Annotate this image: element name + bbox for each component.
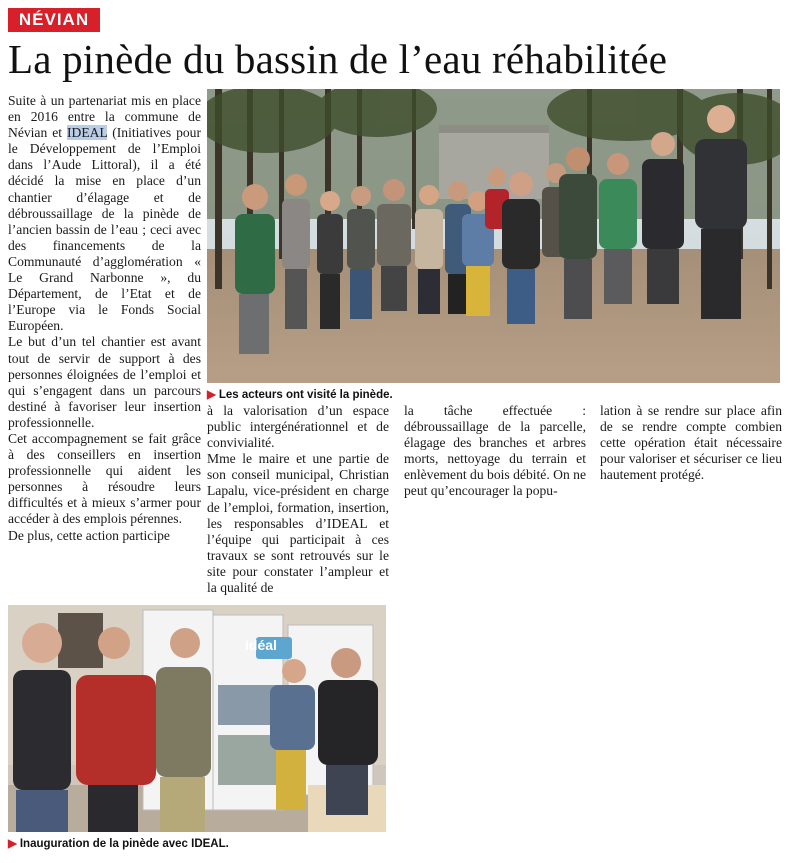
article-column-1 xyxy=(8,93,201,544)
caption-text: Les acteurs ont visité la pinède. xyxy=(218,389,393,401)
paragraph: la tâche effectuée : débroussaillage de la parcelle, élagage des branches et arbres morts, nettoyage du terrain et enlèvement du bois débité. On ne peut qu’encourager la popu- xyxy=(404,403,586,499)
section-kicker: NÉVIAN xyxy=(8,8,100,32)
photo-caption-bottom xyxy=(8,836,229,850)
page-title: La pinède du bassin de l’eau réhabilitée xyxy=(8,36,668,82)
caption-marker-icon: ▶ xyxy=(8,838,17,850)
paragraph: Le but d’un tel chantier est avant tout de servir de support à des personnes éloignées de l’emploi et qui s’engagent dans un parcours destiné à favoriser leur insertion professionnelle. xyxy=(8,334,201,430)
group-photo-pinede xyxy=(207,89,780,383)
article-column-2 xyxy=(207,403,389,596)
paragraph: Mme le maire et une partie de son conseil municipal, Christian Lapalu, vice-président en charge de l’emploi, formation, insertion, les responsables d’IDEAL et l’équipe qui participait à ces travaux se sont retrouvés sur le site pour constater l’ampleur et la qualité de xyxy=(207,451,389,596)
inauguration-photo xyxy=(8,605,386,832)
paragraph: De plus, cette action participe xyxy=(8,527,170,543)
article-column-4 xyxy=(600,403,782,483)
banner-logo-text: idéal xyxy=(245,637,277,653)
caption-text: Inauguration de la pinède avec IDEAL. xyxy=(19,838,229,850)
intro-after: (Initiatives pour le Développement de l’Emploi dans l’Aude Littoral), il a été décidé la mise en place d’un chantier d’élagage et de débroussaillage de la pinède de l’ancien bassin de l’eau ; ceci avec des financements de la Communauté d’agglomération « Le Grand Narbonne », du Département, de l’Etat et de l’Europe via le Fonds Social Européen. xyxy=(8,125,201,334)
photo-caption-top xyxy=(207,387,393,401)
intro-before: Suite à un partenariat mis en place en 2016 entre la commune de Névian et xyxy=(8,93,201,141)
paragraph: à la valorisation d’un espace public intergénérationnel et de convivialité. xyxy=(207,403,389,451)
paragraph: Cet accompagnement se fait grâce à des conseillers en insertion professionnelle qui aident les personnes à résoudre leurs difficultés et à mieux s’armer pour accéder à des emplois pérennes. xyxy=(8,430,201,527)
paragraph: lation à se rendre sur place afin de se rendre compte combien cette opération était nécessaire pour valoriser et sécuriser ce lieu hautement protégé. xyxy=(600,403,782,483)
forest-group-image xyxy=(207,89,780,383)
paragraph xyxy=(8,93,201,334)
inauguration-image xyxy=(8,605,386,832)
article-column-3 xyxy=(404,403,586,500)
ideal-highlight: IDEAL xyxy=(67,125,108,141)
caption-marker-icon: ▶ xyxy=(207,389,216,401)
